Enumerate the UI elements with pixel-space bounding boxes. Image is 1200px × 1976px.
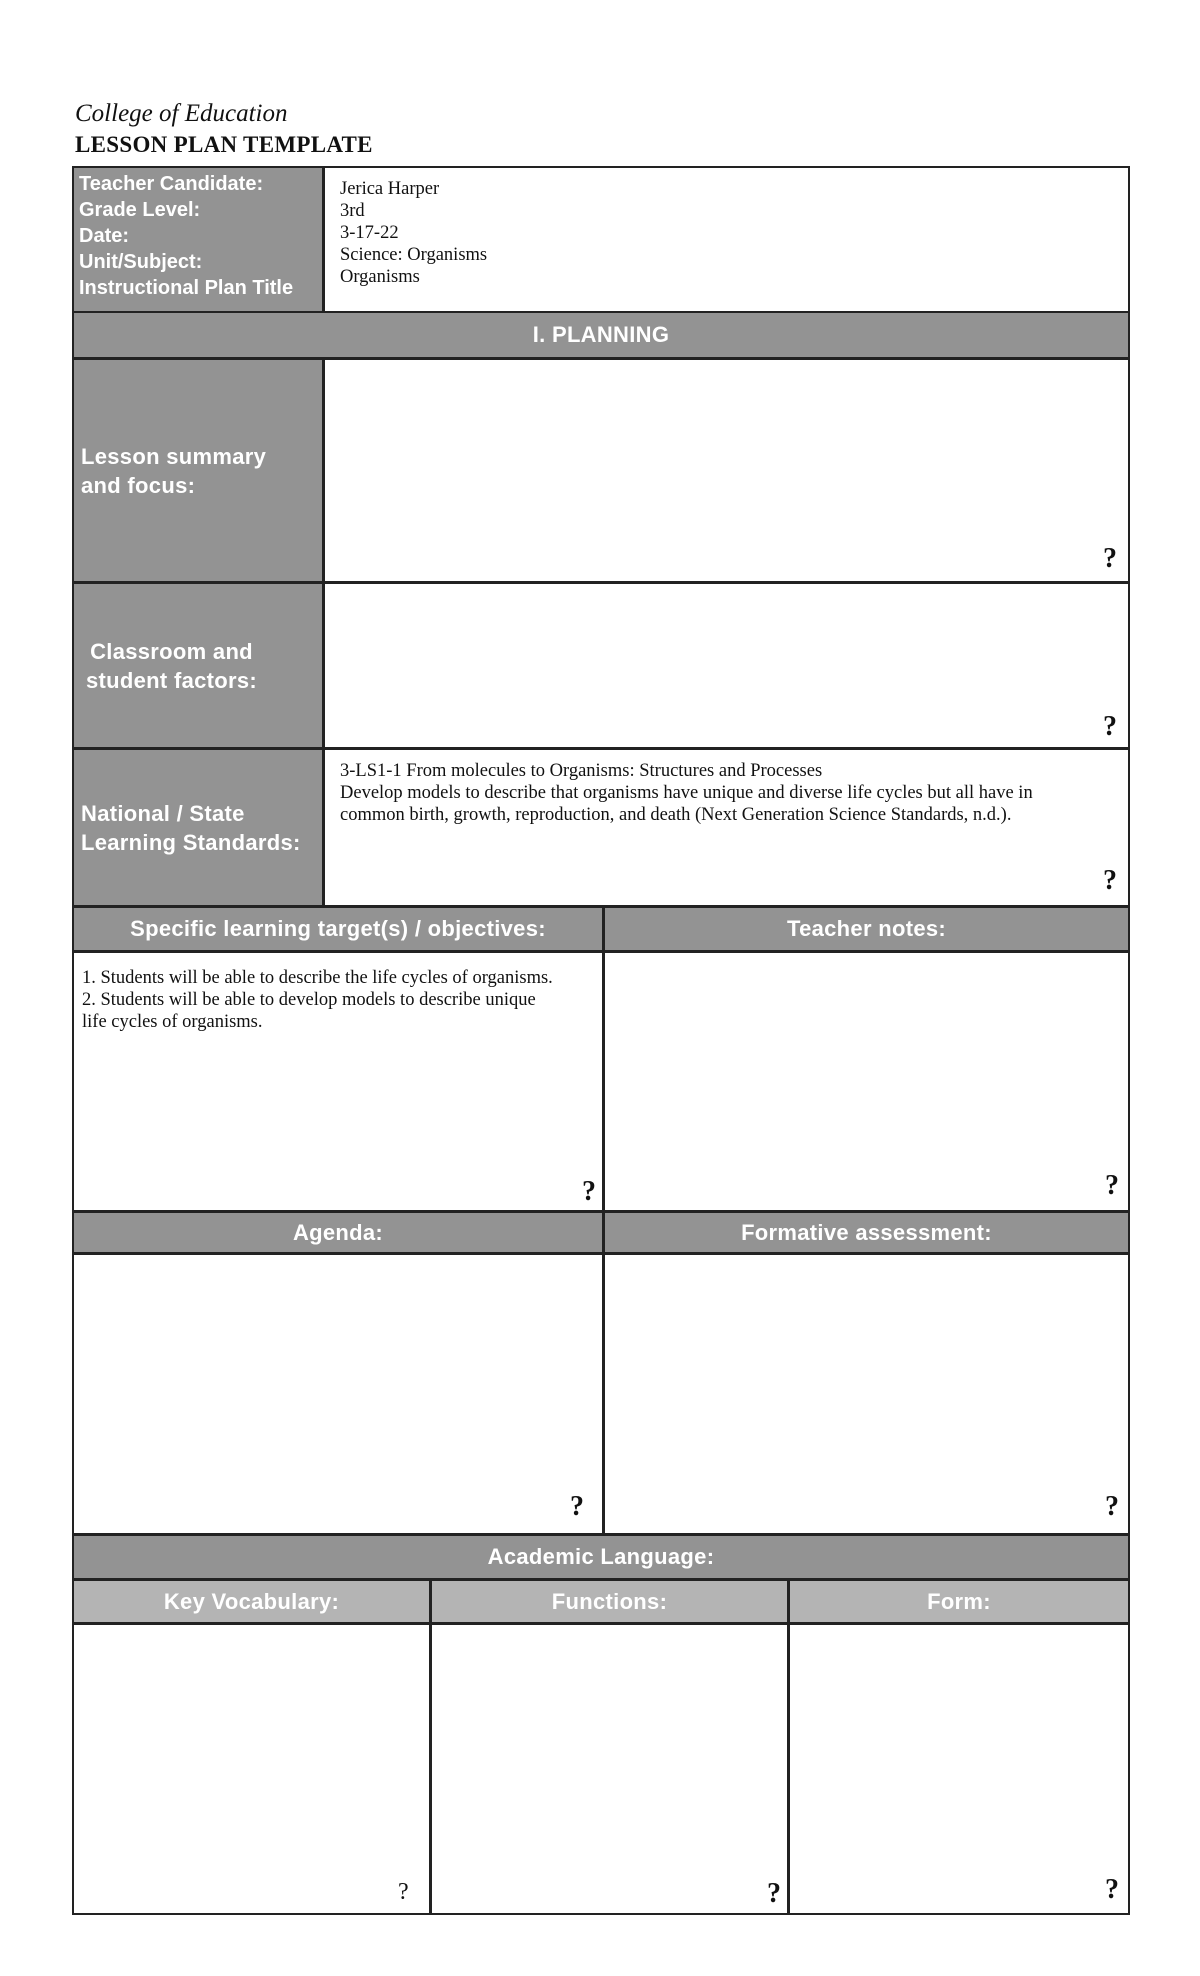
key-vocabulary-field[interactable]	[74, 1625, 429, 1913]
standards-line: 3-LS1-1 From molecules to Organisms: Structures and Processes	[340, 761, 823, 781]
key-vocabulary-heading: Key Vocabulary:	[74, 1581, 429, 1622]
agenda-help-icon[interactable]: ?	[570, 1491, 584, 1522]
objective-line: 1. Students will be able to describe the life cycles of organisms.	[82, 968, 553, 988]
classroom-factors-field[interactable]	[325, 584, 1128, 747]
objectives-field[interactable]	[74, 953, 602, 1210]
form-heading: Form:	[790, 1581, 1128, 1622]
teacher-candidate-label: Teacher Candidate:	[79, 173, 264, 195]
grade-level-label: Grade Level:	[79, 199, 201, 221]
key-vocabulary-help-icon[interactable]: ?	[398, 1879, 409, 1905]
plan-title-label: Instructional Plan Title	[79, 277, 294, 299]
objective-line: 2. Students will be able to develop models to describe unique	[82, 990, 536, 1010]
form-help-icon[interactable]: ?	[1105, 1874, 1119, 1905]
functions-field[interactable]	[432, 1625, 787, 1913]
classroom-factors-label: Classroom and student factors:	[74, 584, 322, 747]
form-field[interactable]	[790, 1625, 1128, 1913]
document-title: LESSON PLAN TEMPLATE	[75, 132, 373, 157]
date-value[interactable]: 3-17-22	[340, 223, 399, 243]
teacher-notes-help-icon[interactable]: ?	[1105, 1170, 1119, 1201]
objectives-heading: Specific learning target(s) / objectives:	[74, 908, 602, 950]
college-name: College of Education	[75, 100, 288, 127]
info-labels	[74, 168, 322, 312]
plan-title-value[interactable]: Organisms	[340, 267, 420, 287]
grade-level-value[interactable]: 3rd	[340, 201, 365, 221]
agenda-field[interactable]	[74, 1255, 602, 1533]
formative-assessment-help-icon[interactable]: ?	[1105, 1491, 1119, 1522]
functions-heading: Functions:	[432, 1581, 787, 1622]
teacher-candidate-value[interactable]: Jerica Harper	[340, 179, 440, 199]
objective-line: life cycles of organisms.	[82, 1012, 263, 1032]
lesson-summary-field[interactable]	[325, 360, 1128, 581]
standards-label: National / State Learning Standards:	[74, 750, 322, 905]
teacher-notes-field[interactable]	[605, 953, 1128, 1210]
formative-assessment-heading: Formative assessment:	[605, 1213, 1128, 1252]
standards-help-icon[interactable]: ?	[1103, 865, 1117, 896]
agenda-heading: Agenda:	[74, 1213, 602, 1252]
lesson-summary-label: Lesson summary and focus:	[74, 360, 322, 581]
teacher-notes-heading: Teacher notes:	[605, 908, 1128, 950]
classroom-factors-help-icon[interactable]: ?	[1103, 711, 1117, 742]
formative-assessment-field[interactable]	[605, 1255, 1128, 1533]
planning-heading: I. PLANNING	[74, 313, 1128, 357]
info-values[interactable]	[325, 168, 1128, 312]
standards-line: common birth, growth, reproduction, and death (Next Generation Science Standards, n.d.).	[340, 805, 1012, 825]
unit-subject-label: Unit/Subject:	[79, 251, 203, 273]
date-label: Date:	[79, 225, 130, 247]
objectives-help-icon[interactable]: ?	[582, 1176, 596, 1207]
lesson-summary-help-icon[interactable]: ?	[1103, 543, 1117, 574]
standards-field[interactable]	[325, 750, 1128, 905]
standards-line: Develop models to describe that organisms have unique and diverse life cycles but all have in	[340, 783, 1033, 803]
academic-language-heading: Academic Language:	[74, 1536, 1128, 1578]
unit-subject-value[interactable]: Science: Organisms	[340, 245, 488, 265]
functions-help-icon[interactable]: ?	[767, 1878, 781, 1909]
